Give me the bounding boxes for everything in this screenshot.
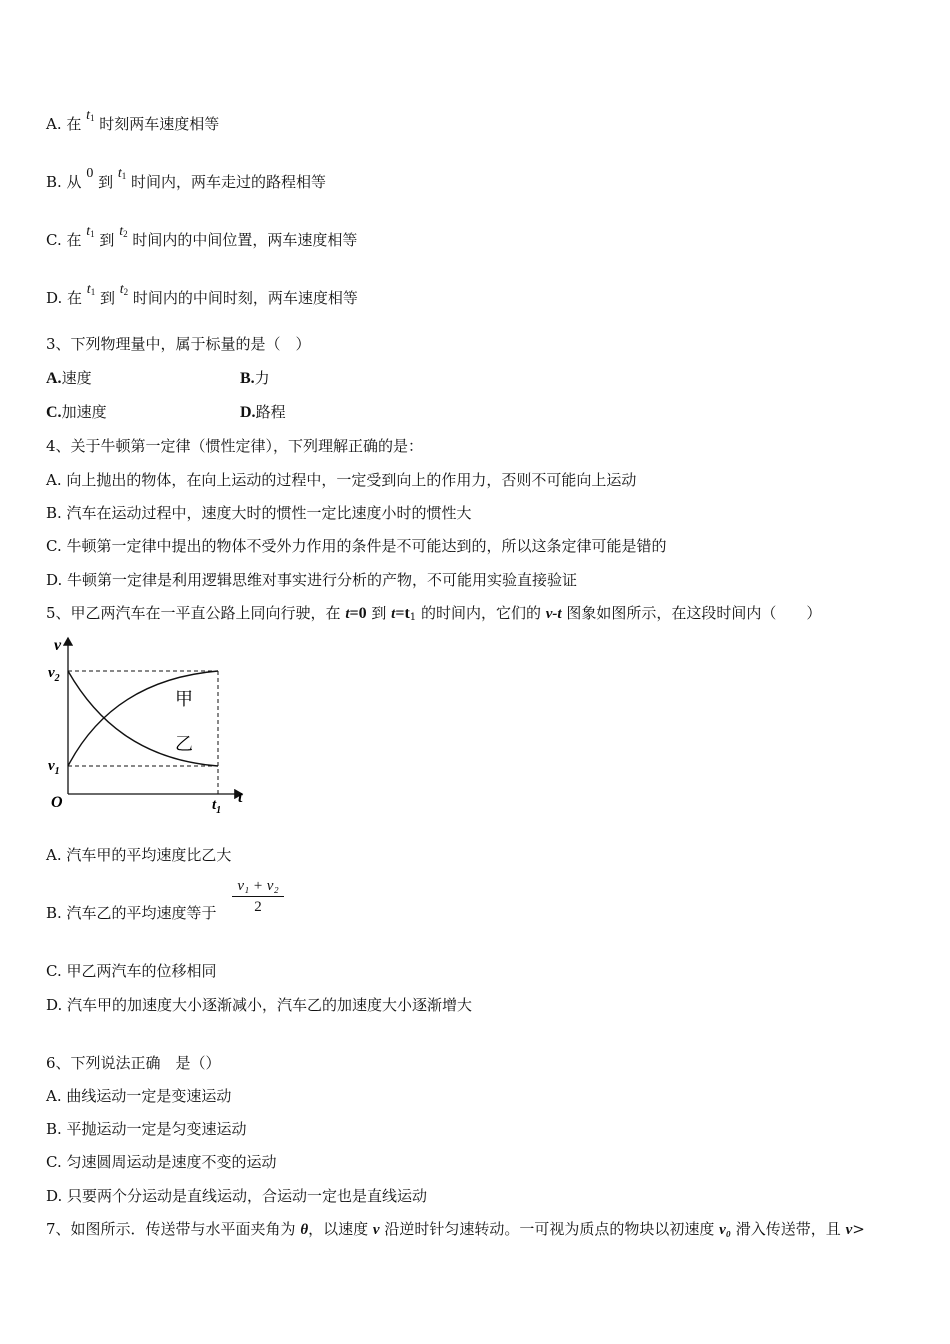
q3-option-a: A.速度 [46,369,92,387]
q2-option-a-text: 时刻两车速度相等 [94,115,220,133]
curve-jia [68,671,218,766]
origin-label: O [51,794,63,811]
q4-option-c: C. 牛顿第一定律中提出的物体不受外力作用的条件是不可能达到的，所以这条定律可能是错的 [46,537,667,555]
q2-option-d [46,282,358,312]
q3-option-c: C.加速度 [46,403,107,421]
label-jia: 甲 [175,689,193,709]
label-yi: 乙 [175,734,193,754]
q2-option-c-prefix: C. 在 [46,231,87,249]
t1-label: $t_1$ [212,797,222,816]
q5-option-d: D. 汽车甲的加速度大小逐渐减小，汽车乙的加速度大小逐渐增大 [46,996,473,1014]
q2-option-a [46,108,220,138]
q2-option-a-symbol: t1 [86,108,95,123]
q2-option-a-prefix: A. 在 [46,115,87,133]
q6-option-a: A. 曲线运动一定是变速运动 [46,1087,232,1105]
q2-option-c-symbol-2: t2 [119,224,128,239]
v-axis-label: v [54,637,62,654]
q2-option-d-prefix: D. 在 [46,289,87,307]
q4-option-b: B. 汽车在运动过程中，速度大时的惯性一定比速度小时的惯性大 [46,504,472,522]
curve-yi [68,671,218,766]
q2-option-b-symbol: t1 [117,166,127,181]
q2-option-d-text: 时间内的中间时刻，两车速度相等 [128,289,358,307]
q6-option-c: C. 匀速圆周运动是速度不变的运动 [46,1153,277,1171]
t-axis-label: t [238,789,243,806]
q5-option-b-fraction [232,878,284,916]
q2-option-d-symbol-1: t1 [86,282,96,297]
q5-option-c: C. 甲乙两汽车的位移相同 [46,962,217,980]
fraction-denominator: 2 [254,899,262,915]
q5-vt-graph [40,628,265,818]
q2-option-b-mid: 到 [93,173,118,191]
q2-option-c-symbol-1: t1 [86,224,95,239]
v1-label: $v_1$ [48,758,60,777]
q3-stem: 3、下列物理量中，属于标量的是（ ） [46,335,311,353]
q3-option-b: B.力 [240,369,270,387]
q2-option-b-zero: 0 [86,166,94,181]
v2-label: $v_2$ [48,665,60,684]
fraction-numerator: v₁ + v₂ [232,878,284,897]
q4-option-a: A. 向上抛出的物体，在向上运动的过程中，一定受到向上的作用力，否则不可能向上运动 [46,471,637,489]
q2-option-c-mid: 到 [94,231,120,249]
q2-option-d-mid: 到 [95,289,120,307]
q2-option-b-prefix: B. 从 [46,173,87,191]
q4-stem: 4、关于牛顿第一定律（惯性定律），下列理解正确的是： [46,437,424,455]
q5-stem: 5、甲乙两汽车在一平直公路上同向行驶，在 t=0 到 t=t1 的时间内，它们的 v-t 图象如图所示，在这段时间内（ ） [46,604,822,623]
q6-stem: 6、下列说法正确 是（） [46,1054,221,1072]
q7-stem: 7、如图所示．传送带与水平面夹角为 θ，以速度 v 沿逆时针匀速转动。一可视为质点的物块以初速度 v₀ 滑入传送带，且 v> [46,1220,865,1238]
q5-option-a: A. 汽车甲的平均速度比乙大 [46,846,232,864]
q5-option-b: B. 汽车乙的平均速度等于 [46,904,217,922]
q2-option-c [46,224,358,254]
q2-option-b [46,166,327,196]
q6-option-d: D. 只要两个分运动是直线运动，合运动一定也是直线运动 [46,1187,428,1205]
q4-option-d: D. 牛顿第一定律是利用逻辑思维对事实进行分析的产物，不可能用实验直接验证 [46,571,578,589]
q2-option-d-symbol-2: t2 [119,282,129,297]
q3-option-d: D.路程 [240,403,286,421]
q6-option-b: B. 平抛运动一定是匀变速运动 [46,1120,247,1138]
q2-option-c-text: 时间内的中间位置，两车速度相等 [127,231,358,249]
q2-option-b-text: 时间内，两车走过的路程相等 [126,173,327,191]
